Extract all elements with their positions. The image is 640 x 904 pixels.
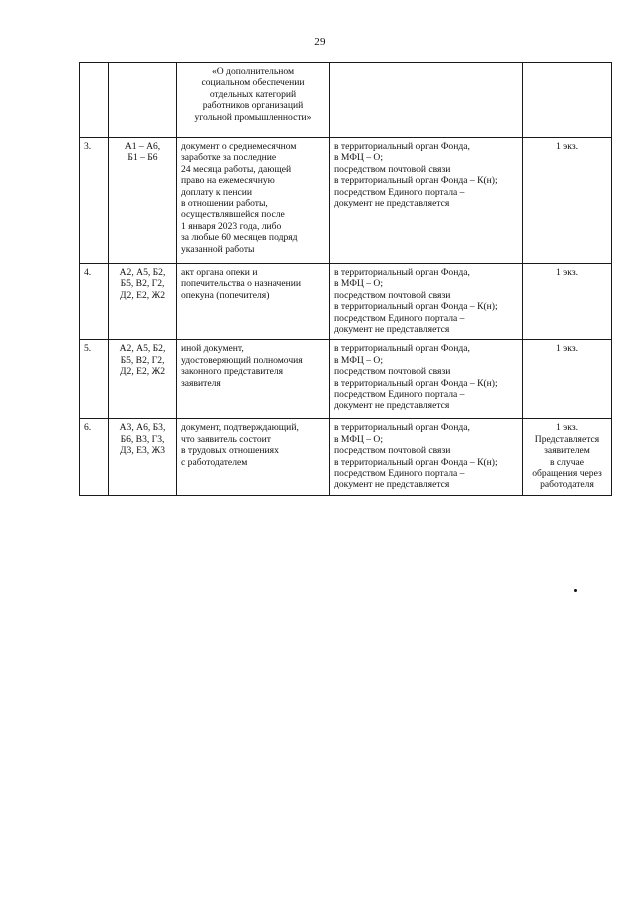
cell-line: в трудовых отношениях — [181, 445, 279, 457]
cell-line: Д2, Е2, Ж2 — [120, 366, 165, 378]
cell-line: посредством почтовой связи — [334, 445, 451, 457]
cell-line: в территориальный орган Фонда, — [334, 141, 470, 152]
cell-quantity — [523, 138, 612, 264]
documents-table — [79, 62, 612, 496]
cell-line: угольной промышленности» — [194, 111, 312, 123]
cell-line: А2, А5, Б2, — [119, 267, 166, 278]
cell-document-name — [177, 340, 330, 419]
cell-line: иной документ, — [181, 343, 244, 355]
cell-line: в МФЦ – О; — [334, 433, 384, 445]
cell-submission-channels — [330, 63, 523, 138]
cell-line: в территориальный орган Фонда – К(н); — [334, 456, 498, 468]
cell-document-name — [177, 138, 330, 264]
cell-line: документ не представляется — [334, 324, 450, 336]
cell-line: 1 экз. — [555, 343, 579, 355]
cell-row-number: 5. — [80, 340, 109, 419]
cell-line: Представляется — [534, 433, 600, 445]
cell-line: социальном обеспечении — [201, 77, 305, 89]
cell-line: попечительства о назначении — [181, 278, 302, 290]
cell-line: в территориальный орган Фонда – К(н); — [334, 377, 498, 389]
cell-line: с работодателем — [181, 456, 248, 468]
cell-line: в МФЦ – О; — [334, 278, 384, 290]
cell-submission-channels — [330, 264, 523, 340]
cell-line: А3, А6, Б3, — [119, 422, 166, 434]
cell-line: посредством почтовой связи — [334, 366, 451, 378]
cell-line: посредством Единого портала – — [334, 468, 465, 480]
cell-line: в территориальный орган Фонда, — [334, 267, 470, 278]
cell-line: опекуна (попечителя) — [181, 289, 270, 301]
cell-line: отдельных категорий — [209, 88, 297, 100]
cell-line: в МФЦ – О; — [334, 354, 384, 366]
cell-line: за любые 60 месяцев подряд — [181, 232, 298, 244]
cell-document-name — [177, 419, 330, 496]
cell-line: документ о среднемесячном — [181, 141, 297, 152]
cell-line: в случае — [549, 456, 585, 468]
cell-line: Д3, Е3, Ж3 — [120, 445, 165, 457]
cell-line: работодателя — [540, 479, 594, 491]
cell-line: посредством почтовой связи — [334, 289, 451, 301]
cell-line: Б5, В2, Г2, — [120, 354, 165, 366]
table-row — [80, 138, 612, 264]
cell-line: указанной работы — [181, 243, 255, 255]
cell-line: заработке за последние — [181, 152, 277, 164]
cell-line: документ не представляется — [334, 198, 450, 210]
cell-line: право на ежемесячную — [181, 175, 275, 187]
cell-category-codes — [109, 63, 177, 138]
cell-line: Б1 – Б6 — [127, 152, 158, 164]
cell-line: посредством Единого портала – — [334, 186, 465, 198]
cell-line: обращения через — [532, 468, 602, 480]
cell-submission-channels — [330, 419, 523, 496]
table-row — [80, 264, 612, 340]
cell-line: документ не представляется — [334, 479, 450, 491]
cell-submission-channels — [330, 138, 523, 264]
cell-line: в территориальный орган Фонда – К(н); — [334, 175, 498, 187]
cell-line: Д2, Е2, Ж2 — [120, 289, 165, 301]
cell-category-codes — [109, 138, 177, 264]
cell-quantity — [523, 419, 612, 496]
cell-quantity — [523, 340, 612, 419]
cell-quantity — [523, 63, 612, 138]
cell-line: документ, подтверждающий, — [181, 422, 299, 434]
cell-category-codes — [109, 419, 177, 496]
scan-speck — [574, 589, 577, 592]
cell-line: в территориальный орган Фонда – К(н); — [334, 301, 498, 313]
cell-line: документ не представляется — [334, 400, 450, 412]
cell-line: в территориальный орган Фонда, — [334, 422, 470, 434]
cell-category-codes — [109, 264, 177, 340]
cell-line: заявителя — [181, 377, 221, 389]
cell-line: посредством почтовой связи — [334, 163, 451, 175]
cell-quantity — [523, 264, 612, 340]
cell-row-number — [80, 63, 109, 138]
cell-line: в отношении работы, — [181, 198, 268, 210]
cell-line: 1 января 2023 года, либо — [181, 220, 282, 232]
table-row — [80, 63, 612, 138]
cell-line: Б5, В2, Г2, — [120, 278, 165, 290]
cell-line: «О дополнительном — [211, 66, 295, 77]
page-number: 29 — [314, 36, 326, 48]
cell-document-name — [177, 63, 330, 138]
cell-line: законного представителя — [181, 366, 284, 378]
table-row — [80, 340, 612, 419]
cell-line: посредством Единого портала – — [334, 312, 465, 324]
cell-line: заявителем — [544, 445, 590, 457]
cell-line: посредством Единого портала – — [334, 389, 465, 401]
cell-line: Б6, В3, Г3, — [120, 433, 165, 445]
cell-line: 1 экз. — [555, 141, 579, 152]
cell-line: осуществлявшейся после — [181, 209, 285, 221]
cell-line: А1 – А6, — [124, 141, 161, 152]
cell-row-number: 6. — [80, 419, 109, 496]
cell-line: 24 месяца работы, дающей — [181, 163, 292, 175]
table-row — [80, 419, 612, 496]
cell-row-number: 4. — [80, 264, 109, 340]
cell-line: удостоверяющий полномочия — [181, 354, 303, 366]
cell-submission-channels — [330, 340, 523, 419]
cell-line: 1 экз. — [555, 267, 579, 278]
cell-line: акт органа опеки и — [181, 267, 258, 278]
cell-line: доплату к пенсии — [181, 186, 252, 198]
cell-row-number: 3. — [80, 138, 109, 264]
cell-line: в МФЦ – О; — [334, 152, 384, 164]
cell-line: А2, А5, Б2, — [119, 343, 166, 355]
cell-line: в территориальный орган Фонда, — [334, 343, 470, 355]
cell-category-codes — [109, 340, 177, 419]
cell-document-name — [177, 264, 330, 340]
cell-line: 1 экз. — [555, 422, 579, 434]
cell-line: что заявитель состоит — [181, 433, 271, 445]
cell-line: работников организаций — [202, 100, 304, 112]
